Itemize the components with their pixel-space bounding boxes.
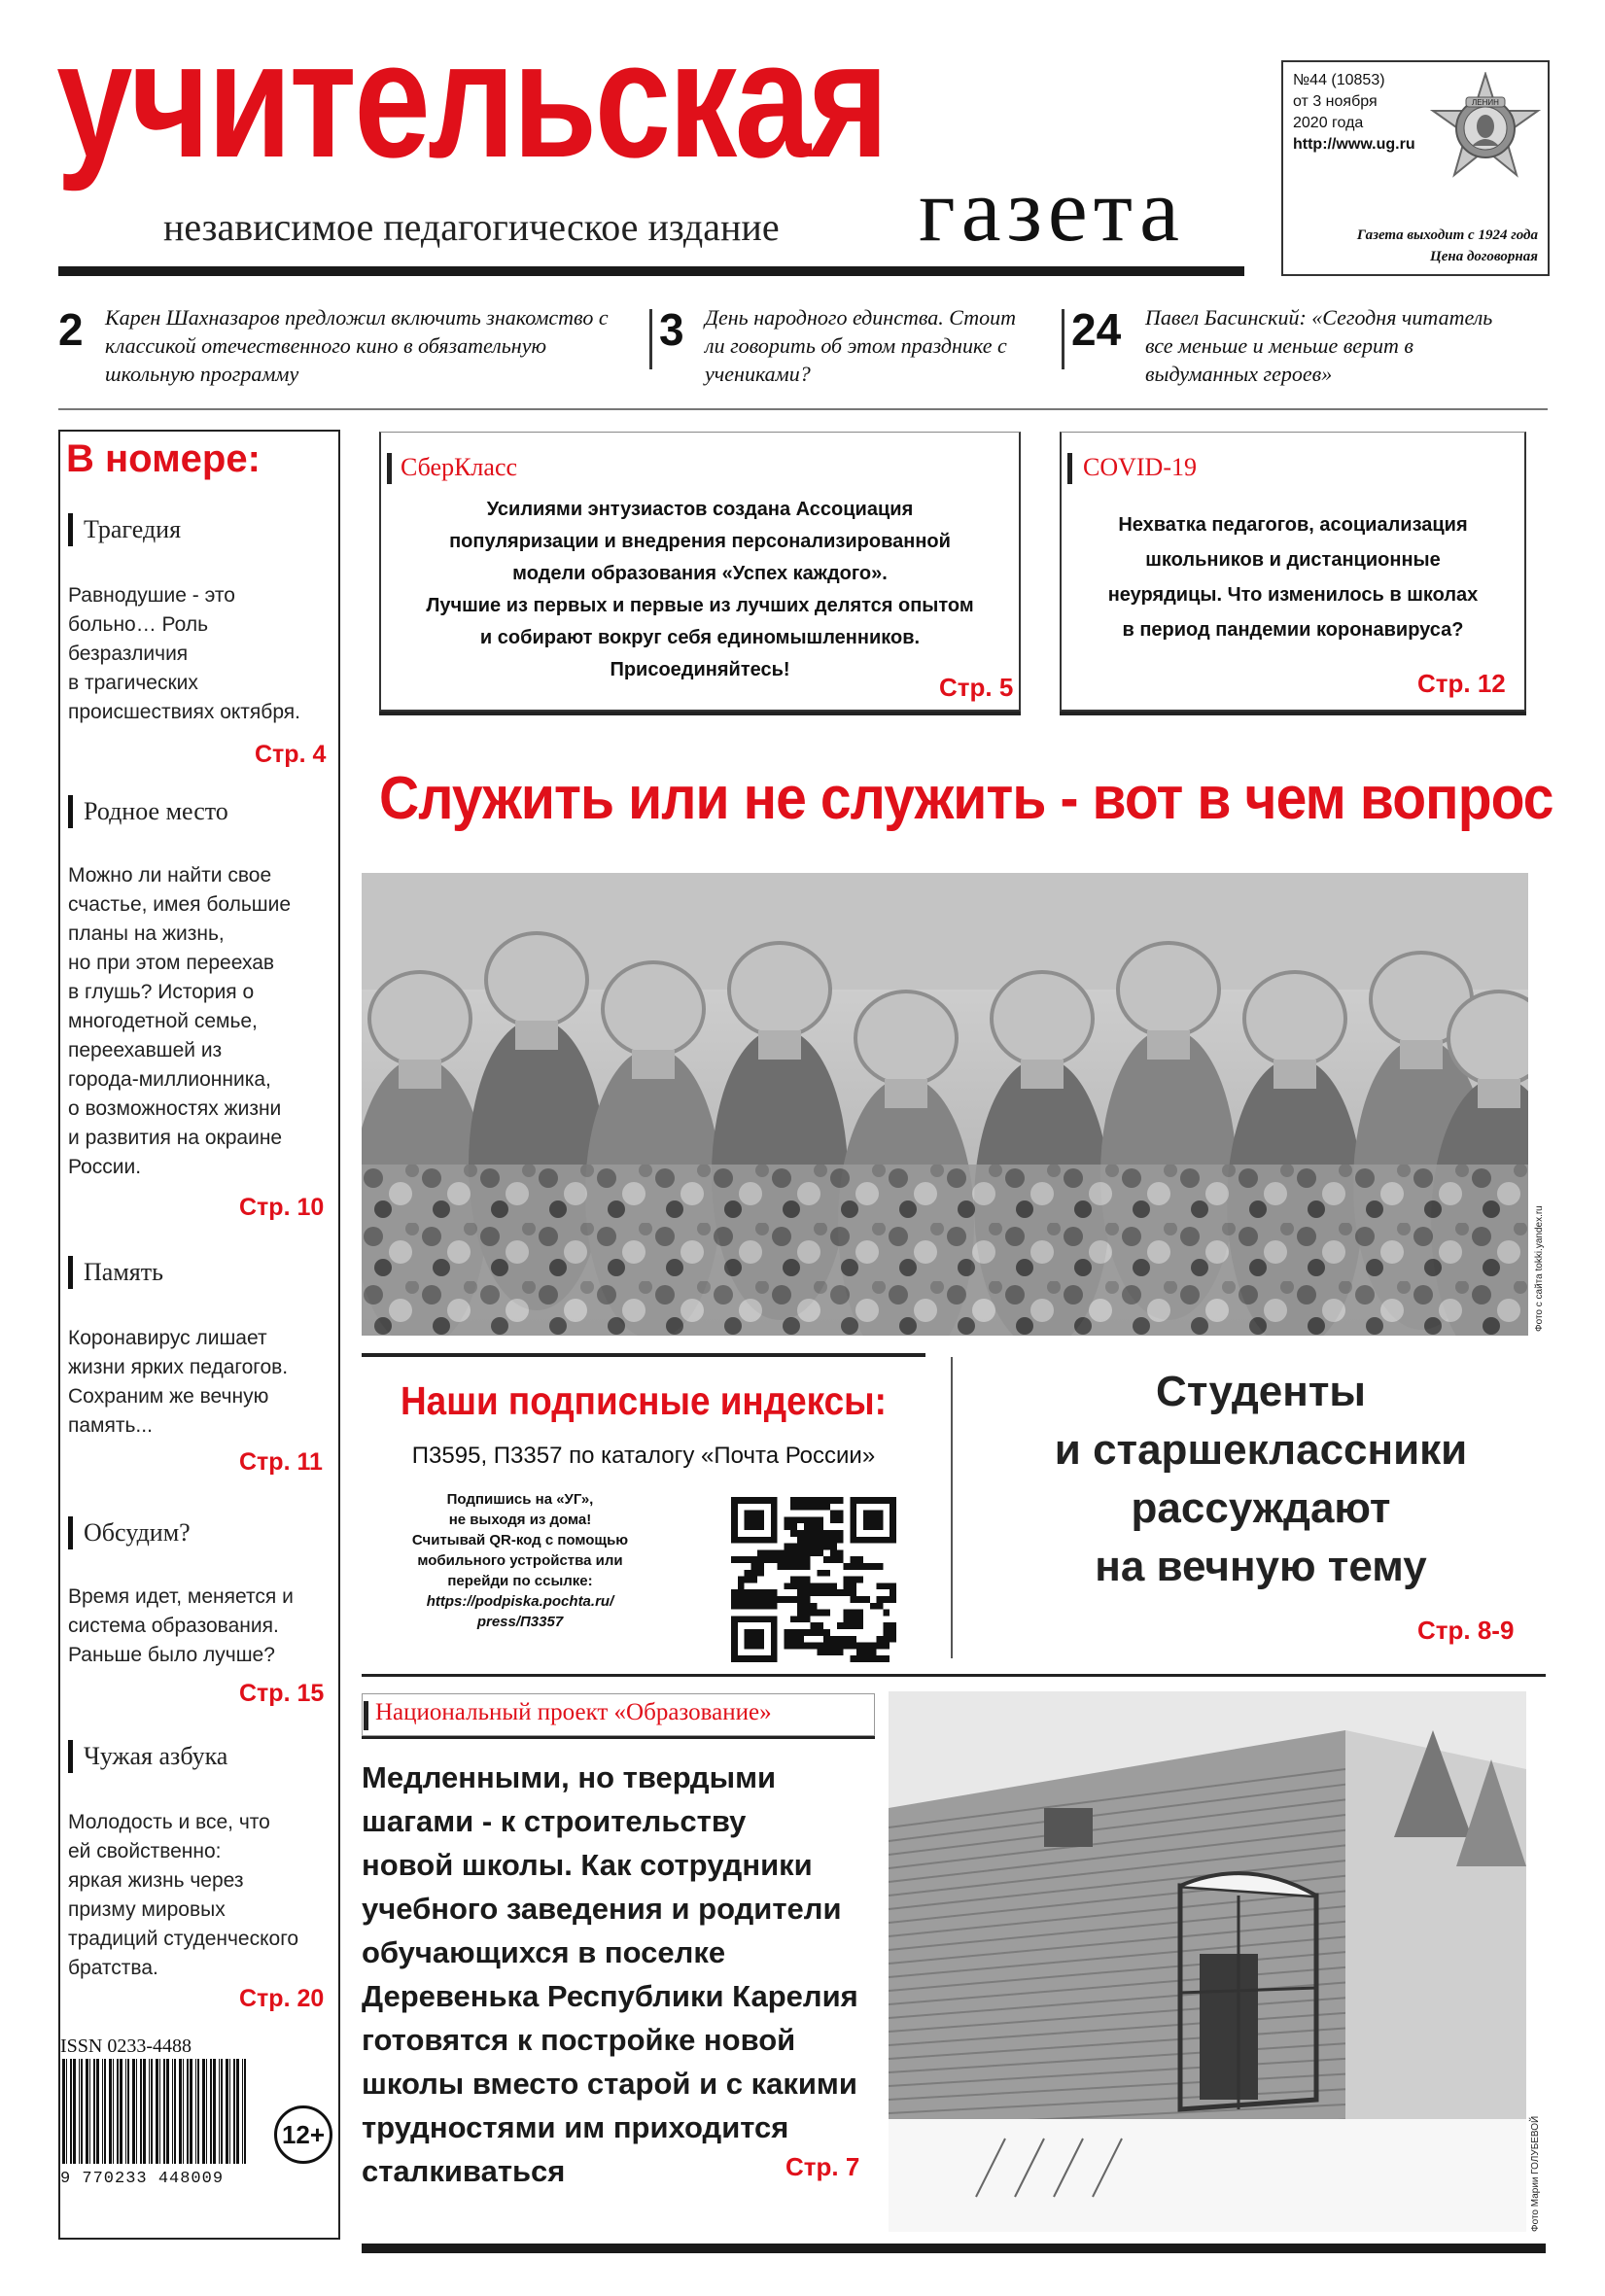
photo-credit: Фото Марии ГОЛУБЕВОЙ <box>1530 2115 1541 2232</box>
promo-page-ref[interactable]: Стр. 5 <box>939 673 1014 702</box>
sidebar-section-body: Равнодушие - это больно… Роль безразличия в трагических происшествиях октября. <box>68 584 300 723</box>
sidebar-section-page[interactable]: Стр. 20 <box>239 1985 325 2012</box>
issue-price: Цена договорная <box>1430 249 1538 264</box>
barcode-digits: 9 770233 448009 <box>60 2170 225 2188</box>
education-article-text[interactable]: Медленными, но твердыми шагами - к строительству новой школы. Как сотрудники учебного заведения и родители обучающихся в поселке Деревенька Республики Карелия готовятся к постройке новой школы вместо старой и с какими трудностями им приходится сталкиваться <box>362 1760 858 2188</box>
sidebar-section-page[interactable]: Стр. 15 <box>239 1680 325 1707</box>
sidebar-section-label[interactable]: Родное место <box>84 797 228 825</box>
students-page-ref[interactable]: Стр. 8-9 <box>1417 1616 1515 1645</box>
teaser-separator <box>1062 309 1064 369</box>
promo-text: Нехватка педагогов, асоциализация школьников и дистанционные неурядицы. Что изменилось в школах в период пандемии коронавируса? <box>1107 514 1479 641</box>
issn-label: ISSN 0233-4488 <box>60 2035 192 2057</box>
masthead-subtitle: независимое педагогическое издание <box>163 205 780 249</box>
education-rule <box>362 1674 1546 1677</box>
sidebar-title: В номере: <box>66 437 261 480</box>
age-rating-badge: 12+ <box>274 2105 332 2164</box>
students-headline[interactable]: Студенты и старшеклассники рассуждают на вечную тему <box>1054 1368 1468 1590</box>
issue-url[interactable]: http://www.ug.ru <box>1293 136 1415 153</box>
teaser-separator <box>649 309 652 369</box>
teaser-page-number: 3 <box>659 304 684 355</box>
issue-number: №44 (10853) <box>1293 72 1385 88</box>
education-tag-marker <box>364 1701 368 1730</box>
sidebar-section-label[interactable]: Память <box>84 1258 163 1286</box>
sidebar-section-body: Время идет, меняется и система образования. Раньше было лучше? <box>68 1585 294 1666</box>
teaser-page-number: 24 <box>1071 304 1122 355</box>
barcode-icon <box>60 2059 253 2164</box>
issue-info-box <box>1281 60 1550 276</box>
sidebar-section-body: Молодость и все, что ей свойственно: яркая жизнь через призму мировых традиций студенческого братства. <box>68 1811 299 1979</box>
sidebar-section-label[interactable]: Трагедия <box>84 515 182 543</box>
education-tag: Национальный проект «Образование» <box>375 1699 772 1725</box>
masthead-title: учительская <box>56 8 887 192</box>
teaser-rule <box>58 408 1548 410</box>
soldiers-photo-image <box>362 873 1528 1336</box>
education-page-ref[interactable]: Стр. 7 <box>785 2152 860 2181</box>
bottom-rule <box>362 2244 1546 2253</box>
sidebar-section-body: Коронавирус лишает жизни ярких педагогов. Сохраним же вечную память... <box>68 1327 289 1437</box>
masthead-gazeta: газета <box>919 160 1185 260</box>
section-marker <box>68 795 73 828</box>
promo-tag: СберКласс <box>401 453 518 481</box>
section-marker <box>68 1740 73 1773</box>
promo-page-ref[interactable]: Стр. 12 <box>1417 669 1506 698</box>
teaser-text[interactable]: Павел Басинский: «Сегодня читатель все меньше и меньше верит в выдуманных героев» <box>1145 305 1493 386</box>
promo-tag-marker <box>1067 453 1072 484</box>
teaser-text[interactable]: День народного единства. Стоит ли говорить об этом празднике с учениками? <box>705 305 1017 386</box>
issue-date-line-2: 2020 года <box>1293 115 1364 131</box>
teaser-text[interactable]: Карен Шахназаров предложил включить знакомство с классикой отечественного кино в обязательную школьную программу <box>105 305 609 386</box>
promo-tag-marker <box>387 453 392 484</box>
subscription-title: Наши подписные индексы: <box>401 1378 887 1423</box>
subscription-rule <box>362 1353 925 1357</box>
lenin-order-medal-icon <box>1429 72 1542 185</box>
photo-credit: Фото с сайта tokki.yandex.ru <box>1534 1205 1545 1332</box>
issue-since: Газета выходит с 1924 года <box>1356 227 1538 243</box>
soldiers-photo <box>362 873 1528 1336</box>
section-marker <box>68 1256 73 1289</box>
subscription-note: Подпишись на «УГ», не выходя из дома! Считывай QR-код с помощью мобильного устройства или перейди по ссылке: https://podpiska.pochta.ru/ press/П3357 <box>389 1489 651 1632</box>
column-separator <box>951 1357 953 1658</box>
school-building-photo <box>889 1691 1526 2232</box>
issue-date-line-1: от 3 ноября <box>1293 93 1378 110</box>
teaser-page-number: 2 <box>58 304 84 355</box>
promo-text: Усилиями энтузиастов создана Ассоциация популяризации и внедрения персонализированной модели образования «Успех каждого». Лучшие из первых и первые из лучших делятся опытом и собирают вокруг себя единомышленников. Присоединяйтесь! <box>426 499 974 680</box>
qr-code-icon[interactable] <box>731 1497 896 1662</box>
subscription-indexes: П3595, П3357 по каталогу «Почта России» <box>411 1443 876 1469</box>
sidebar-section-page[interactable]: Стр. 4 <box>255 741 327 768</box>
promo-tag: COVID-19 <box>1083 453 1197 481</box>
sidebar-section-page[interactable]: Стр. 11 <box>239 1448 323 1476</box>
sidebar-section-body: Можно ли найти свое счастье, имея большие планы на жизнь, но при этом переехав в глушь? История о многодетной семье, переехавшей из города-миллионника, о возможностях жизни и развития на окраине России. <box>68 864 292 1178</box>
sidebar-section-page[interactable]: Стр. 10 <box>239 1194 325 1221</box>
sidebar-section-label[interactable]: Обсудим? <box>84 1518 191 1547</box>
medal-text: ЛЕНИН <box>1472 98 1499 107</box>
sidebar-section-label[interactable]: Чужая азбука <box>84 1742 228 1770</box>
main-headline[interactable]: Служить или не служить - вот в чем вопрос <box>379 765 1553 832</box>
subscription-link[interactable]: https://podpiska.pochta.ru/ press/П3357 <box>426 1593 614 1630</box>
masthead-rule <box>58 266 1244 276</box>
section-marker <box>68 513 73 546</box>
section-marker <box>68 1516 73 1549</box>
school-photo-image <box>889 1691 1526 2232</box>
